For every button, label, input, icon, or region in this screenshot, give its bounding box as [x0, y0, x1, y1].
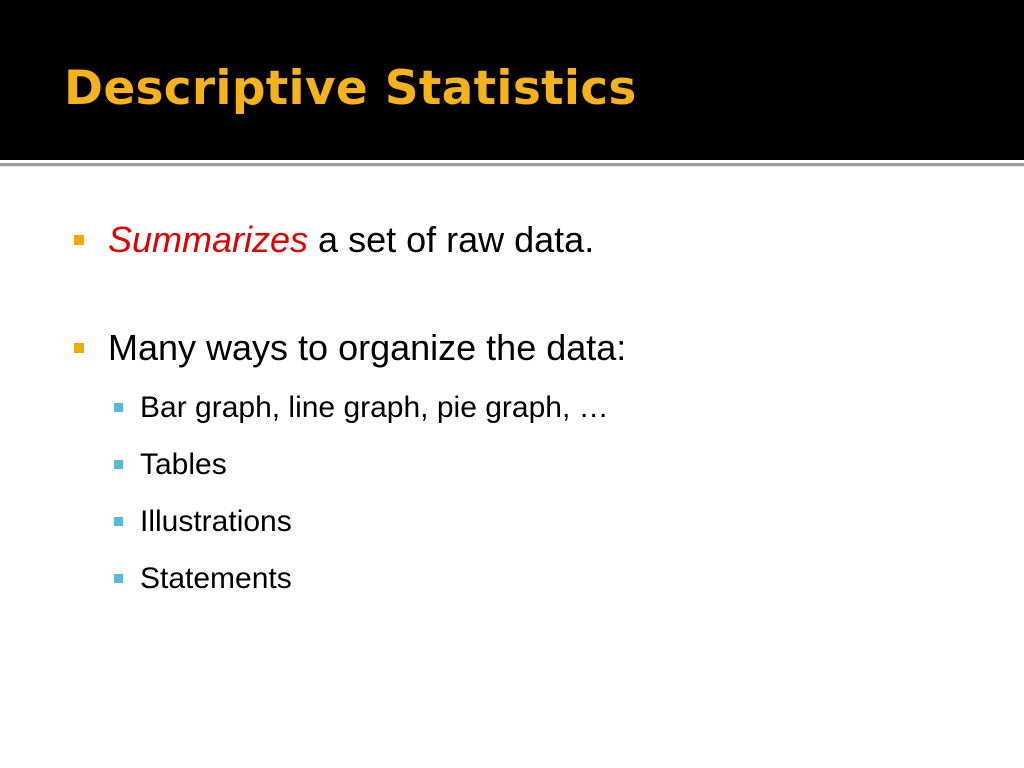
- sub-bullet-text: Bar graph, line graph, pie graph, …: [140, 391, 609, 424]
- square-bullet-icon: [114, 403, 123, 412]
- divider-shadow: [0, 166, 1024, 167]
- square-bullet-icon: [114, 517, 123, 526]
- slide-title: Descriptive Statistics: [64, 61, 637, 116]
- bullet-text: [108, 218, 594, 262]
- title-bar: [0, 0, 1024, 160]
- square-bullet-icon: [114, 574, 123, 583]
- emphasis-text: Summarizes: [108, 219, 309, 260]
- square-bullet-icon: [74, 235, 84, 245]
- sub-bullet-text: Illustrations: [140, 505, 292, 538]
- bullet-rest-text: a set of raw data.: [308, 219, 595, 260]
- bullet-text: Many ways to organize the data:: [108, 327, 627, 368]
- sub-bullet-text: Tables: [140, 448, 227, 481]
- square-bullet-icon: [114, 460, 123, 469]
- square-bullet-icon: [74, 343, 84, 353]
- sub-bullet-text: Statements: [140, 562, 292, 595]
